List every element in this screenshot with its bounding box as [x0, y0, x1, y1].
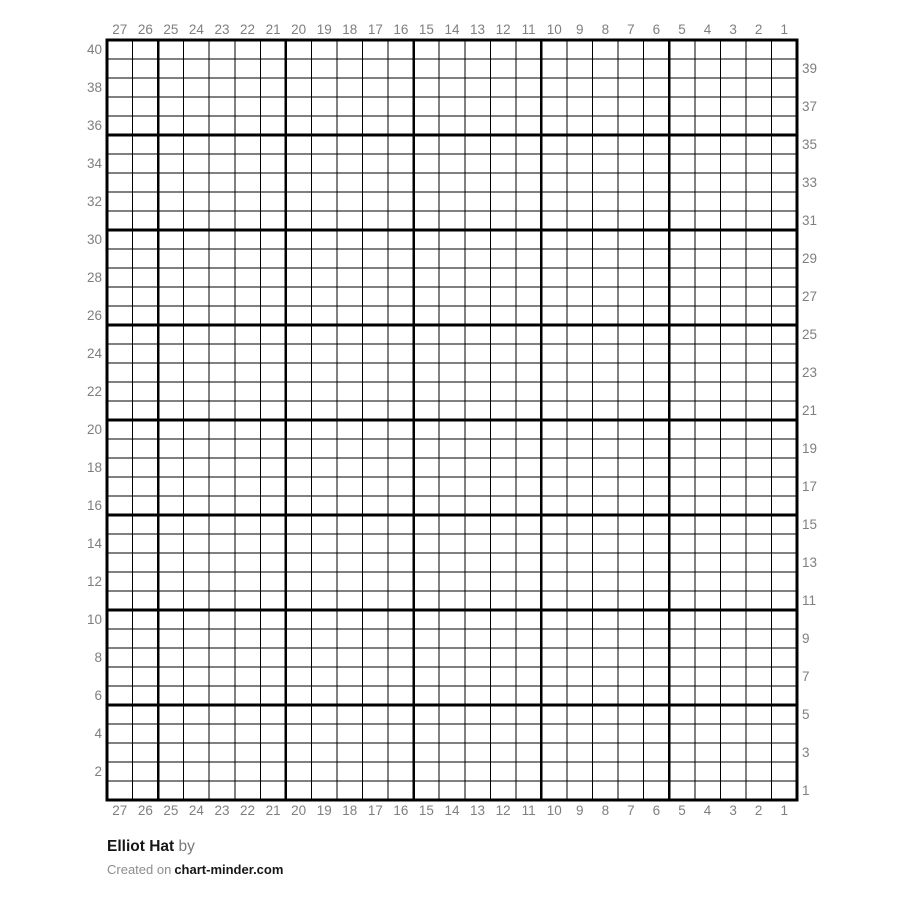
svg-text:18: 18 [342, 803, 358, 818]
svg-text:9: 9 [576, 803, 584, 818]
svg-text:9: 9 [802, 631, 810, 647]
svg-text:24: 24 [86, 346, 102, 362]
svg-text:32: 32 [86, 194, 102, 210]
svg-text:8: 8 [601, 803, 610, 818]
svg-text:7: 7 [627, 22, 635, 37]
svg-text:33: 33 [802, 175, 818, 191]
svg-text:13: 13 [470, 803, 486, 818]
svg-text:6: 6 [652, 22, 661, 37]
svg-text:3: 3 [729, 803, 737, 818]
svg-text:17: 17 [367, 22, 383, 37]
svg-text:15: 15 [418, 22, 434, 37]
svg-text:37: 37 [802, 99, 818, 115]
svg-text:35: 35 [802, 137, 818, 153]
svg-text:17: 17 [802, 479, 818, 495]
svg-text:5: 5 [678, 22, 686, 37]
svg-text:21: 21 [265, 22, 281, 37]
svg-text:25: 25 [163, 22, 179, 37]
svg-text:22: 22 [240, 22, 256, 37]
chart-title: Elliot Hat [107, 838, 175, 855]
svg-text:21: 21 [265, 803, 281, 818]
svg-text:1: 1 [780, 803, 788, 818]
svg-text:19: 19 [316, 803, 332, 818]
svg-text:19: 19 [802, 441, 818, 457]
svg-text:14: 14 [444, 22, 460, 37]
svg-text:22: 22 [240, 803, 256, 818]
svg-text:27: 27 [112, 803, 128, 818]
svg-text:25: 25 [802, 327, 818, 343]
svg-text:30: 30 [86, 232, 102, 248]
svg-text:26: 26 [86, 308, 102, 324]
svg-text:38: 38 [86, 80, 102, 96]
svg-text:10: 10 [86, 612, 102, 628]
svg-text:1: 1 [802, 783, 810, 799]
svg-text:7: 7 [627, 803, 635, 818]
svg-text:39: 39 [802, 61, 818, 77]
svg-text:12: 12 [495, 803, 511, 818]
svg-text:20: 20 [291, 22, 307, 37]
svg-text:2: 2 [754, 803, 763, 818]
svg-text:8: 8 [601, 22, 610, 37]
svg-text:13: 13 [470, 22, 486, 37]
svg-text:11: 11 [521, 803, 536, 818]
svg-text:28: 28 [86, 270, 102, 286]
svg-text:4: 4 [703, 803, 712, 818]
svg-text:29: 29 [802, 251, 818, 267]
svg-text:23: 23 [214, 22, 230, 37]
svg-text:16: 16 [393, 22, 409, 37]
svg-text:4: 4 [94, 726, 102, 742]
credit-line [107, 862, 283, 877]
svg-text:13: 13 [802, 555, 818, 571]
svg-text:2: 2 [754, 22, 763, 37]
svg-text:27: 27 [112, 22, 128, 37]
svg-text:22: 22 [86, 384, 102, 400]
svg-text:11: 11 [521, 22, 536, 37]
svg-text:14: 14 [86, 536, 102, 552]
svg-text:10: 10 [546, 22, 562, 37]
credit-site: chart-minder.com [174, 862, 284, 877]
svg-text:26: 26 [137, 803, 153, 818]
chart-footer [107, 838, 283, 877]
chart-title-line [107, 838, 283, 855]
svg-text:26: 26 [137, 22, 153, 37]
svg-text:25: 25 [163, 803, 179, 818]
svg-text:17: 17 [367, 803, 383, 818]
svg-text:18: 18 [342, 22, 358, 37]
svg-text:6: 6 [94, 688, 102, 704]
svg-text:18: 18 [86, 460, 102, 476]
svg-text:5: 5 [802, 707, 810, 723]
svg-text:12: 12 [86, 574, 102, 590]
svg-text:23: 23 [214, 803, 230, 818]
svg-text:15: 15 [418, 803, 434, 818]
svg-text:19: 19 [316, 22, 332, 37]
svg-text:14: 14 [444, 803, 460, 818]
svg-text:11: 11 [802, 593, 817, 609]
svg-text:2: 2 [94, 764, 102, 780]
svg-text:36: 36 [86, 118, 102, 134]
svg-text:24: 24 [188, 22, 204, 37]
svg-text:16: 16 [393, 803, 409, 818]
svg-text:3: 3 [729, 22, 737, 37]
svg-text:3: 3 [802, 745, 810, 761]
svg-text:8: 8 [94, 650, 102, 666]
credit-prefix: Created on [107, 862, 172, 877]
svg-text:4: 4 [703, 22, 712, 37]
svg-text:16: 16 [86, 498, 102, 514]
svg-text:31: 31 [802, 213, 818, 229]
svg-text:20: 20 [291, 803, 307, 818]
svg-text:40: 40 [86, 42, 102, 58]
svg-text:27: 27 [802, 289, 818, 305]
svg-text:7: 7 [802, 669, 810, 685]
svg-text:21: 21 [802, 403, 818, 419]
svg-text:15: 15 [802, 517, 818, 533]
svg-text:20: 20 [86, 422, 102, 438]
svg-text:5: 5 [678, 803, 686, 818]
chart-byline: by [178, 838, 195, 855]
svg-text:1: 1 [780, 22, 788, 37]
svg-text:12: 12 [495, 22, 511, 37]
svg-text:6: 6 [652, 803, 661, 818]
svg-text:34: 34 [86, 156, 102, 172]
svg-text:23: 23 [802, 365, 818, 381]
svg-text:24: 24 [188, 803, 204, 818]
svg-text:9: 9 [576, 22, 584, 37]
svg-text:10: 10 [546, 803, 562, 818]
